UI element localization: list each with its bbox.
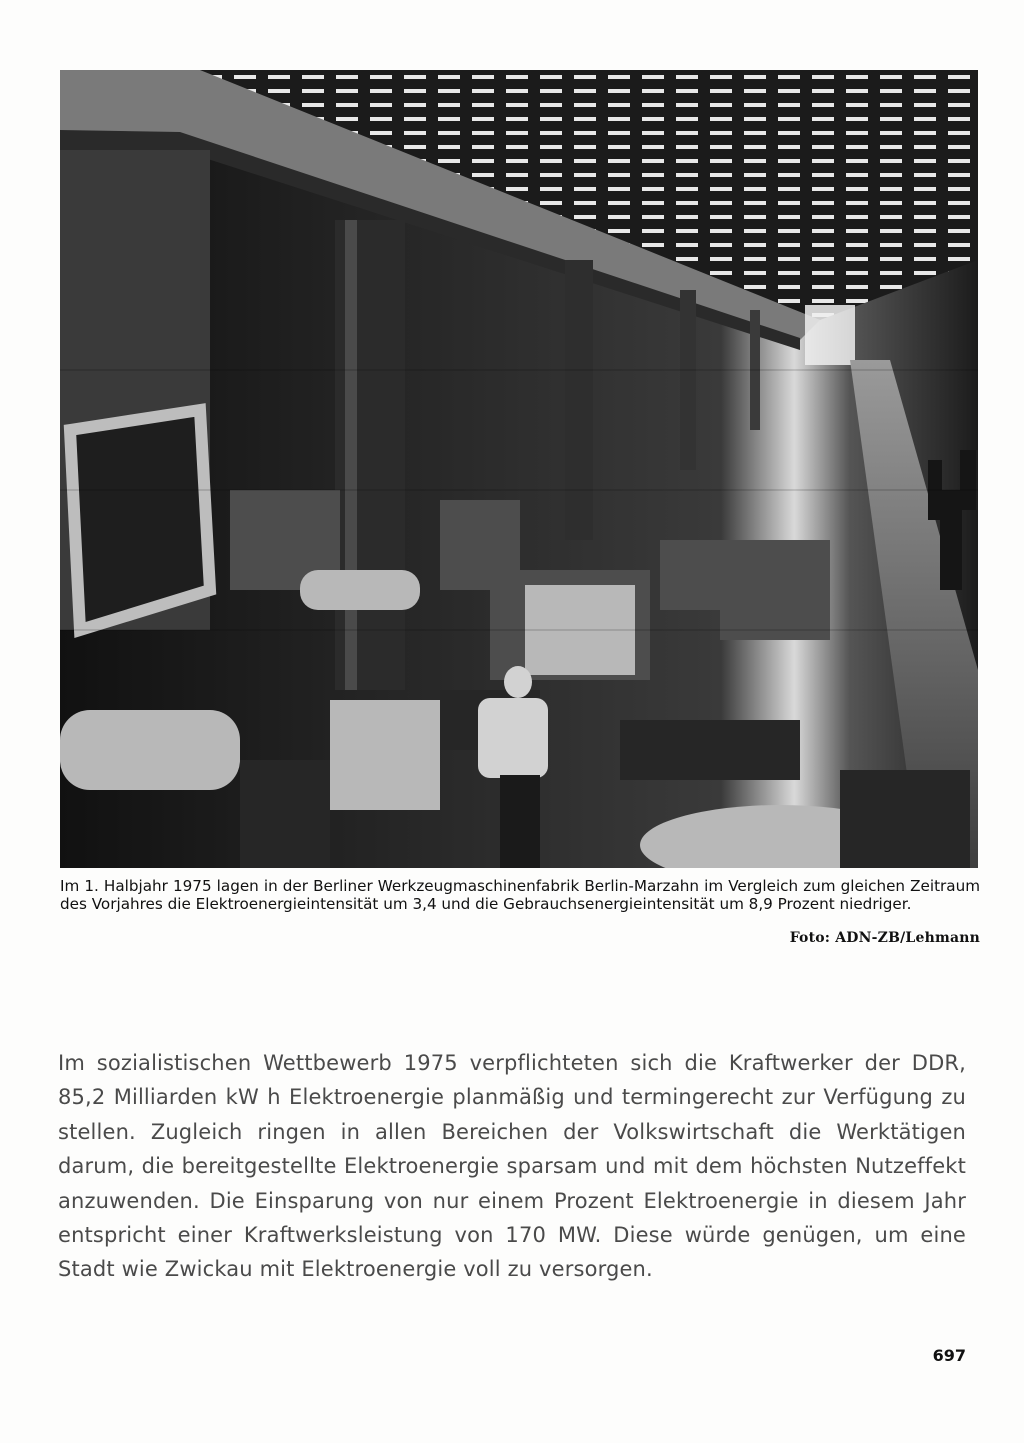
caption-text: Im 1. Halbjahr 1975 lagen in der Berliner Werkzeugmaschinenfabrik Berlin-Marzahn im Vergleich zum gleichen Zeitraum des Vorjahres die Elektroenergieintensität um 3,4 und die Gebrauchsenergieintensität um 8,9 Prozent niedriger. (60, 877, 980, 913)
factory-hall-illustration (60, 70, 978, 868)
body-paragraph: Im sozialistischen Wettbewerb 1975 verpflichteten sich die Kraftwerker der DDR, 85,2 Milliarden kW h Elektroenergie planmäßig und termingerecht zur Verfügung zu stellen. Zugleich ringen in allen Bereichen der Volkswirtschaft die Werktätigen darum, die bereitgestellte Elektroenergie sparsam und mit dem höchsten Nutzeffekt anzuwenden. Die Einsparung von nur einem Prozent Elektroenergie in diesem Jahr entspricht einer Kraftwerksleistung von 170 MW. Diese würde genügen, um eine Stadt wie Zwickau mit Elektroenergie voll zu versorgen. (58, 1051, 966, 1282)
factory-hall-photo (60, 70, 978, 868)
page-number: 697 (932, 1346, 966, 1365)
photo-caption (60, 877, 980, 913)
photo-credit: Foto: ADN-ZB/Lehmann (789, 930, 980, 946)
